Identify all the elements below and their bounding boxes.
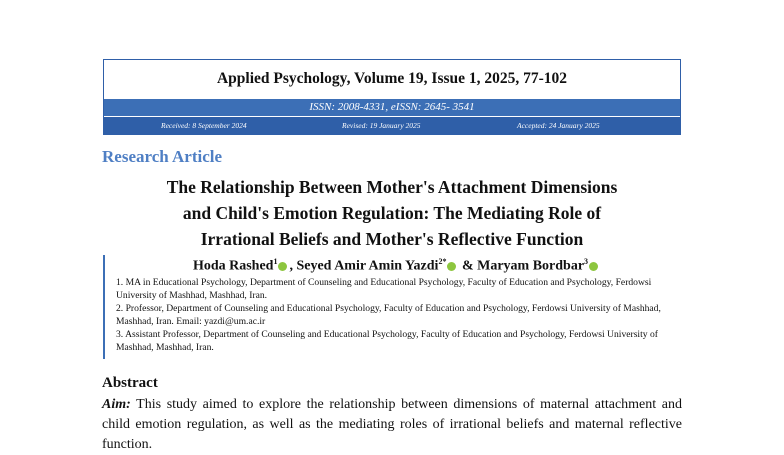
author-affil-sup: 2* xyxy=(438,257,447,266)
article-title xyxy=(96,174,688,252)
journal-citation: Applied Psychology, Volume 19, Issue 1, 2025, 77-102 xyxy=(216,70,568,87)
affiliations xyxy=(116,276,688,354)
revised-date: Revised: 19 January 2025 xyxy=(342,121,421,130)
issn-bar: ISSN: 2008-4331, eISSN: 2645- 3541 xyxy=(104,99,680,116)
accepted-date: Accepted: 24 January 2025 xyxy=(517,121,600,130)
author-name: Hoda Rashed xyxy=(192,258,274,274)
orcid-icon[interactable] xyxy=(447,262,456,271)
orcid-icon[interactable] xyxy=(278,262,287,271)
affiliation: 1. MA in Educational Psychology, Department of Counseling and Educational Psychology, Faculty of Education and Psychology, Ferdowsi University of Mashhad, Mashhad, Iran. xyxy=(116,277,652,301)
journal-masthead xyxy=(103,59,681,135)
orcid-icon[interactable] xyxy=(589,262,598,271)
dates-bar xyxy=(104,117,680,134)
affiliation: 3. Assistant Professor, Department of Counseling and Educational Psychology, Faculty of Education and Psychology, Ferdowsi University of Mashhad, Mashhad, Iran. xyxy=(116,329,658,353)
author-list xyxy=(105,257,688,275)
author-separator: , xyxy=(289,258,297,274)
abstract-text xyxy=(102,395,682,455)
abstract-heading: Abstract xyxy=(102,375,158,391)
title-line: Irrational Beliefs and Mother's Reflective Function xyxy=(200,229,584,249)
author-affil-sup: 1 xyxy=(273,257,278,266)
author-affil-sup: 3 xyxy=(584,257,589,266)
article-type: Research Article xyxy=(102,147,223,166)
abstract-body: This study aimed to explore the relationship between dimensions of maternal attachment and child emotion regulation, as well as the mediating roles of irrational beliefs and maternal reflective function. xyxy=(102,397,682,452)
author-name: Maryam Bordbar xyxy=(477,258,585,274)
aim-label: Aim: xyxy=(102,397,131,412)
title-line: The Relationship Between Mother's Attachment Dimensions xyxy=(166,177,618,197)
received-date: Received: 8 September 2024 xyxy=(161,121,247,130)
author-block xyxy=(103,255,688,359)
author-separator: & xyxy=(458,258,478,274)
author-name: Seyed Amir Amin Yazdi xyxy=(296,258,439,274)
affiliation: 2. Professor, Department of Counseling and Educational Psychology, Faculty of Education and Psychology, Ferdowsi University of Mashhad, Mashhad, Iran. Email: yazdi@um.ac.ir xyxy=(116,303,661,327)
title-line: and Child's Emotion Regulation: The Mediating Role of xyxy=(182,203,602,223)
